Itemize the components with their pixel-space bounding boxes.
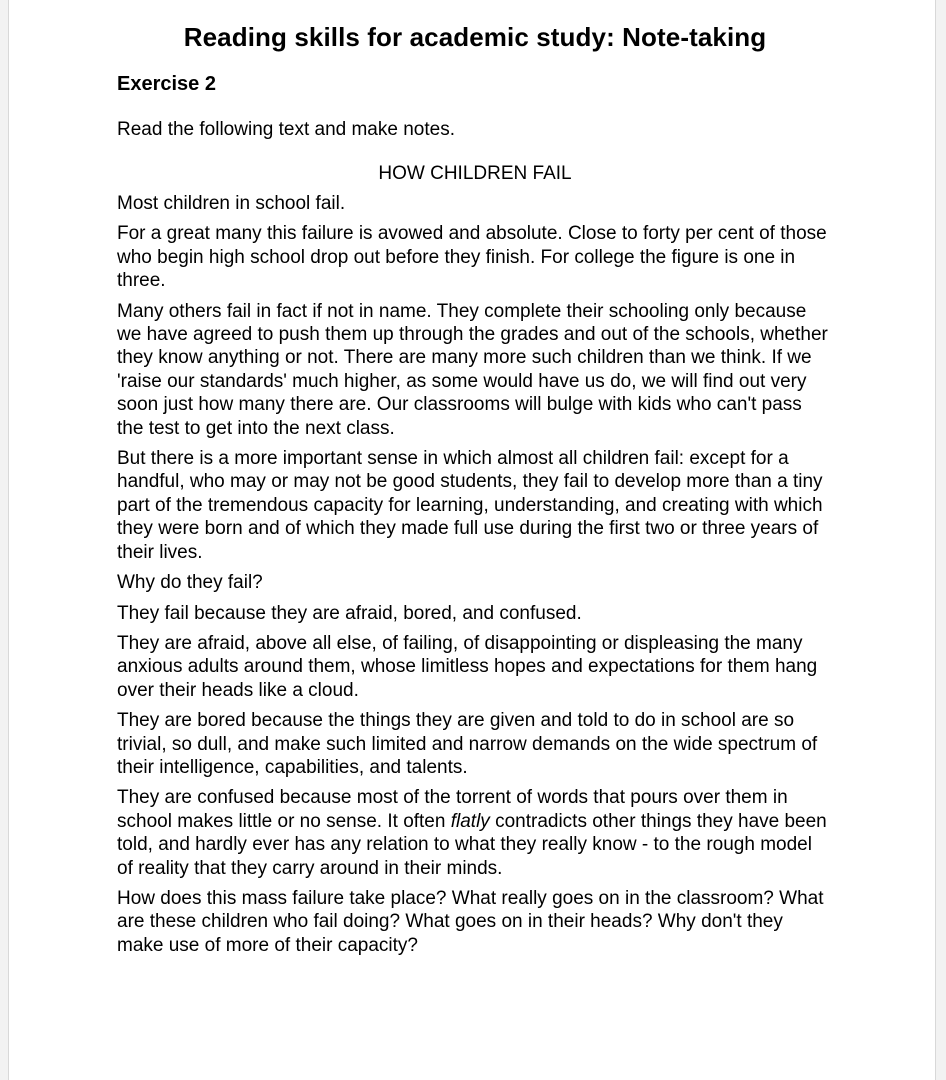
document-page — [8, 0, 936, 1080]
paragraph-closing: How does this mass failure take place? What really goes on in the classroom? What are these children who fail doing? What goes on in their heads? Why don't they make use of more of their capacity? — [117, 887, 824, 956]
paragraph-text: contradicts other things they have been told, and hardly ever has any relation to what they really know - to the rough model of reality that they carry around in their minds. — [117, 810, 827, 879]
paragraph: But there is a more important sense in which almost all children fail: except for a handful, who may or may not be good students, they fail to develop more than a tiny part of the tremendous capacity for learning, understanding, and creating with which they were born and of which they made full use during the first two or three years of their lives. — [117, 448, 823, 563]
document-content — [117, 20, 833, 957]
exercise-instruction: Read the following text and make notes. — [117, 119, 455, 140]
emphasized-word: flatly — [450, 810, 490, 832]
paragraph: They fail because they are afraid, bored, and confused. — [117, 602, 582, 624]
paragraph-text: They are confused because most of the torrent of words that pours over them in school makes little or no sense. It often — [117, 787, 788, 832]
paragraph-confused — [117, 786, 833, 880]
paragraph: Many others fail in fact if not in name. They complete their schooling only because we have agreed to push them up through the grades and out of the schools, whether they know anything or not. There are many more such children than we think. If we 'raise our standards' much higher, as some would have us do, we will find out very soon just how many there are. Our classrooms will bulge with kids who can't pass the test to get into the next class. — [117, 300, 828, 439]
document-title: Reading skills for academic study: Note-taking — [183, 22, 767, 52]
exercise-heading: Exercise 2 — [117, 73, 216, 95]
text-heading: HOW CHILDREN FAIL — [378, 163, 572, 184]
paragraph: Most children in school fail. — [117, 193, 346, 214]
paragraph: Why do they fail? — [117, 572, 263, 594]
paragraph: They are afraid, above all else, of failing, of disappointing or displeasing the many anxious adults around them, whose limitless hopes and expectations for them hang over their heads like a cloud. — [117, 632, 818, 701]
paragraph: They are bored because the things they are given and told to do in school are so trivial, so dull, and make such limited and narrow demands on the wide spectrum of their intelligence, capabilities, and talents. — [117, 710, 818, 778]
paragraph: For a great many this failure is avowed and absolute. Close to forty per cent of those who begin high school drop out before they finish. For college the figure is one in three. — [117, 223, 827, 292]
